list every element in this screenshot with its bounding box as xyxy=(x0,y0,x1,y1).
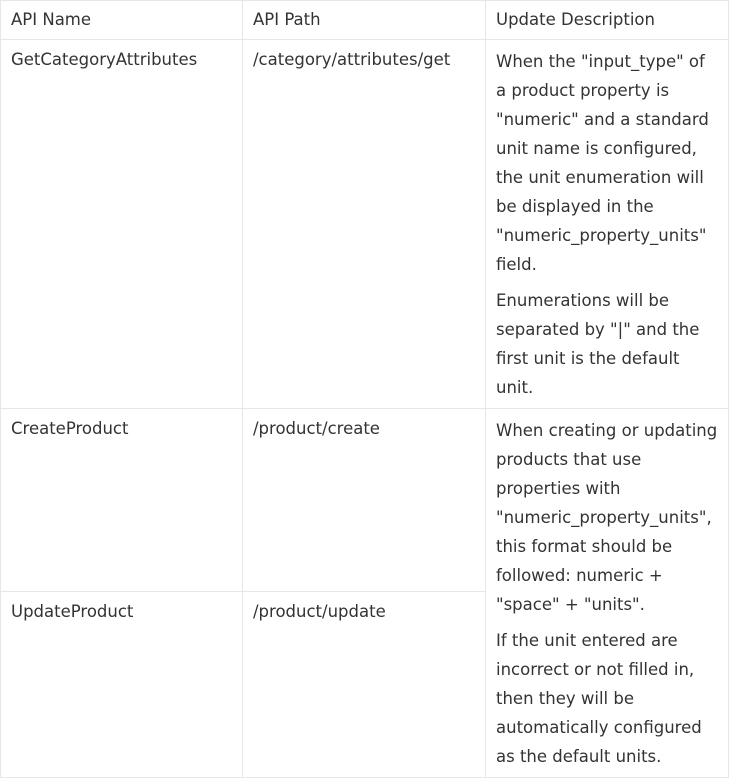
header-api-name: API Name xyxy=(1,1,243,40)
table-header-row xyxy=(1,1,729,40)
description-paragraph: When the "input_type" of a product property is "numeric" and a standard unit name is configured, the unit enumeration will be displayed in the "numeric_property_units" field. xyxy=(496,52,709,274)
table-row xyxy=(1,409,729,592)
description-paragraph: Enumerations will be separated by "|" and the first unit is the default unit. xyxy=(496,291,700,397)
update-description-cell xyxy=(486,409,729,778)
api-name-cell: GetCategoryAttributes xyxy=(1,40,243,409)
api-path-cell: /category/attributes/get xyxy=(243,40,486,409)
header-update-description: Update Description xyxy=(486,1,729,40)
api-name-cell: UpdateProduct xyxy=(1,592,243,778)
api-path-cell: /product/create xyxy=(243,409,486,592)
api-name-cell: CreateProduct xyxy=(1,409,243,592)
update-description-cell xyxy=(486,40,729,409)
api-path-cell: /product/update xyxy=(243,592,486,778)
header-api-path: API Path xyxy=(243,1,486,40)
description-paragraph: When creating or updating products that use properties with "numeric_property_units", this format should be followed: numeric + "space" + "units". xyxy=(496,421,718,614)
description-paragraph: If the unit entered are incorrect or not filled in, then they will be automatically configured as the default units. xyxy=(496,631,702,766)
table-row xyxy=(1,40,729,409)
